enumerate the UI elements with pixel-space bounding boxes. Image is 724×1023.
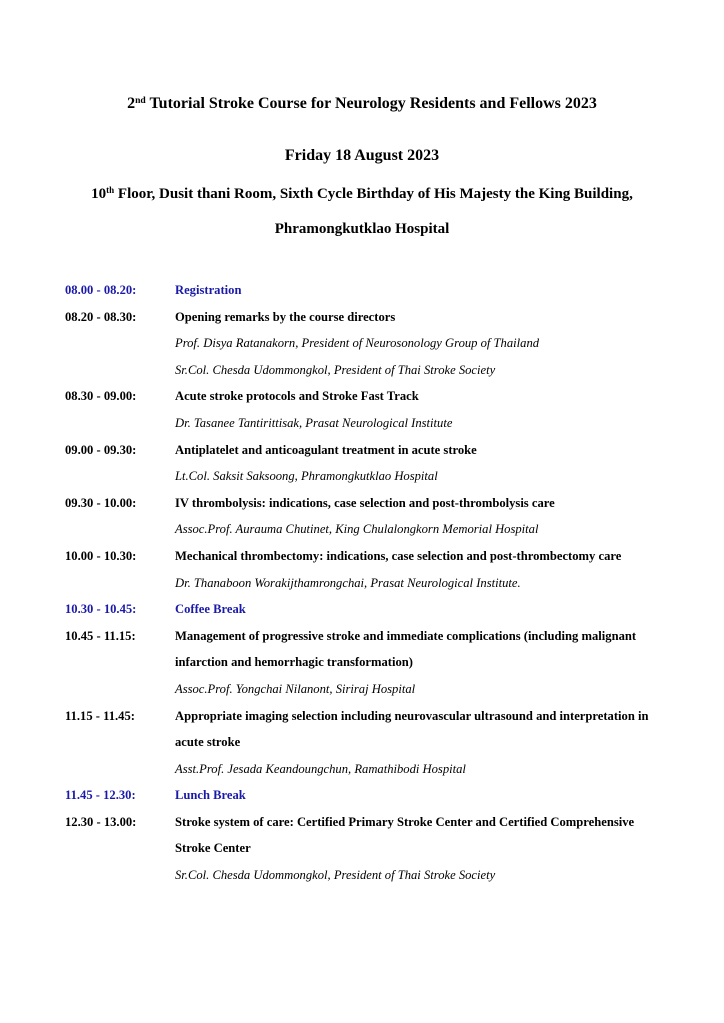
time-slot: 10.00 - 10.30:	[65, 548, 137, 563]
time-slot: 09.30 - 10.00:	[65, 495, 137, 510]
session-content	[175, 490, 662, 543]
venue-floor-ordinal: th	[106, 185, 115, 196]
session-content	[175, 809, 662, 889]
time-slot: 11.45 - 12.30:	[65, 788, 136, 803]
session-title: Registration	[175, 283, 242, 297]
schedule-list	[65, 277, 662, 889]
session-speaker: Prof. Disya Ratanakorn, President of Neurosonology Group of Thailand	[175, 336, 540, 351]
session-title: Stroke system of care: Certified Primary Stroke Center and Certified Comprehensive Stroke Center	[175, 814, 635, 856]
time-slot: 12.30 - 13.00:	[65, 814, 137, 829]
session-speaker: Assoc.Prof. Yongchai Nilanont, Siriraj Hospital	[175, 681, 416, 696]
session-speaker: Asst.Prof. Jesada Keandoungchun, Ramathibodi Hospital	[175, 761, 466, 776]
time-slot: 10.30 - 10.45:	[65, 602, 137, 617]
session-speaker: Sr.Col. Chesda Udommongkol, President of Thai Stroke Society	[175, 362, 496, 377]
time-slot: 08.20 - 08.30:	[65, 309, 137, 324]
document-header	[0, 0, 724, 237]
session-content	[175, 543, 662, 596]
venue-line-2: Phramongkutklao Hospital	[274, 221, 450, 237]
schedule-row	[65, 623, 662, 703]
schedule-row	[65, 543, 662, 596]
time-slot: 08.30 - 09.00:	[65, 389, 137, 404]
session-speaker: Sr.Col. Chesda Udommongkol, President of Thai Stroke Society	[175, 868, 496, 883]
schedule-row	[65, 277, 662, 304]
session-speaker: Dr. Tasanee Tantirittisak, Prasat Neurological Institute	[175, 415, 453, 430]
schedule-row	[65, 782, 662, 809]
session-title: Coffee Break	[175, 602, 246, 617]
session-content	[175, 277, 662, 304]
schedule-row	[65, 304, 662, 384]
session-speaker: Dr. Thanaboon Worakijthamrongchai, Prasat Neurological Institute.	[175, 575, 521, 590]
venue-floor-number: 10	[91, 186, 107, 202]
schedule-row	[65, 596, 662, 623]
venue-line-1	[0, 187, 724, 202]
schedule-row	[65, 703, 662, 783]
session-content	[175, 383, 662, 436]
course-title-text: Tutorial Stroke Course for Neurology Residents and Fellows 2023	[145, 95, 597, 112]
course-title	[0, 96, 724, 112]
schedule-row	[65, 383, 662, 436]
time-slot: 08.00 - 08.20:	[65, 283, 137, 297]
session-title: Opening remarks by the course directors	[175, 309, 396, 324]
session-title: Appropriate imaging selection including neurovascular ultrasound and interpretation in acute stroke	[175, 708, 649, 750]
venue-text: Floor, Dusit thani Room, Sixth Cycle Birthday of His Majesty the King Building,	[114, 186, 633, 202]
time-slot: 10.45 - 11.15:	[65, 628, 136, 643]
session-title: Acute stroke protocols and Stroke Fast Track	[175, 389, 419, 404]
session-speaker: Assoc.Prof. Aurauma Chutinet, King Chulalongkorn Memorial Hospital	[175, 522, 539, 537]
course-title-ordinal: nd	[135, 94, 146, 106]
session-content	[175, 437, 662, 490]
session-speaker: Lt.Col. Saksit Saksoong, Phramongkutklao Hospital	[175, 469, 438, 484]
schedule-row	[65, 809, 662, 889]
session-title: IV thrombolysis: indications, case selection and post-thrombolysis care	[175, 495, 555, 510]
schedule-row	[65, 437, 662, 490]
session-content	[175, 304, 662, 384]
session-title: Antiplatelet and anticoagulant treatment in acute stroke	[175, 442, 477, 457]
session-content	[175, 596, 662, 623]
event-date: Friday 18 August 2023	[284, 147, 440, 164]
session-content	[175, 623, 662, 703]
schedule-row	[65, 490, 662, 543]
session-title: Mechanical thrombectomy: indications, case selection and post-thrombectomy care	[175, 548, 622, 563]
session-title: Management of progressive stroke and immediate complications (including malignant infarction and hemorrhagic transformation)	[175, 628, 637, 670]
session-content	[175, 703, 662, 783]
course-title-number: 2	[127, 95, 136, 112]
session-title: Lunch Break	[175, 788, 246, 803]
session-content	[175, 782, 662, 809]
time-slot: 09.00 - 09.30:	[65, 442, 137, 457]
time-slot: 11.15 - 11.45:	[65, 708, 135, 723]
